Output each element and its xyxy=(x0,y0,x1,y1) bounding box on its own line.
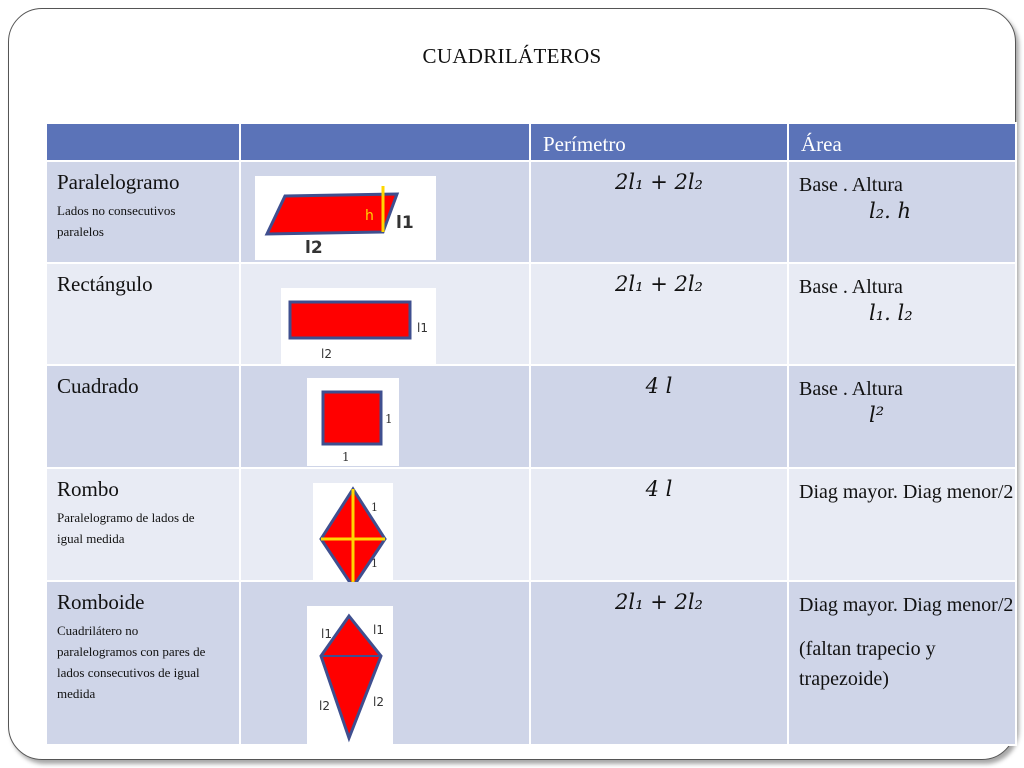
rectangle-figure xyxy=(281,288,436,364)
perimeter-formula: 4 l xyxy=(645,374,673,398)
perimeter-formula: 2l₁ + 2l₂ xyxy=(615,272,703,296)
side-label: 1 xyxy=(371,557,378,570)
table-row xyxy=(46,468,1016,581)
side-label: 1 xyxy=(385,412,393,426)
kite-figure xyxy=(307,606,393,750)
header-perimeter: Perímetro xyxy=(530,123,788,161)
shape-name: Cuadrado xyxy=(57,374,139,398)
table-row xyxy=(46,263,1016,365)
page-title: CUADRILÁTEROS xyxy=(422,44,602,68)
shape-description: Cuadrilátero no paralelogramos con pares de lados consecutivos de igual medida xyxy=(57,623,206,701)
area-formula: l₂. h xyxy=(869,199,912,223)
name-cell xyxy=(46,468,240,581)
header-figure xyxy=(240,123,530,161)
figure-cell xyxy=(240,161,530,263)
quadrilaterals-table xyxy=(45,122,1017,746)
figure-cell xyxy=(240,263,530,365)
height-label: h xyxy=(365,208,374,224)
name-cell xyxy=(46,581,240,745)
area-cell xyxy=(788,365,1016,468)
square-figure xyxy=(307,378,399,466)
figure-cell xyxy=(240,581,530,745)
area-note: (faltan trapecio y trapezoide) xyxy=(799,638,936,690)
figure-cell xyxy=(240,468,530,581)
perimeter-formula: 2l₁ + 2l₂ xyxy=(615,170,703,194)
table-row xyxy=(46,365,1016,468)
perimeter-cell xyxy=(530,581,788,745)
side-label: l1 xyxy=(396,213,414,233)
perimeter-cell xyxy=(530,365,788,468)
name-cell xyxy=(46,365,240,468)
perimeter-cell xyxy=(530,468,788,581)
area-cell xyxy=(788,468,1016,581)
perimeter-cell xyxy=(530,161,788,263)
figure-cell xyxy=(240,365,530,468)
table-row xyxy=(46,161,1016,263)
area-cell xyxy=(788,263,1016,365)
header-area: Área xyxy=(788,123,1016,161)
name-cell xyxy=(46,161,240,263)
side-label: 1 xyxy=(371,501,378,514)
base-label: 1 xyxy=(342,450,350,464)
area-formula: l² xyxy=(869,403,885,427)
perimeter-formula: 2l₁ + 2l₂ xyxy=(615,590,703,614)
header-name xyxy=(46,123,240,161)
shape-name: Paralelogramo xyxy=(57,170,180,194)
side-label: l1 xyxy=(373,623,384,637)
area-formula: l₁. l₂ xyxy=(869,301,913,325)
area-text: Base . Altura xyxy=(799,378,903,400)
area-text: Base . Altura xyxy=(799,174,903,196)
area-text: Diag mayor. Diag menor/2 xyxy=(799,481,1014,503)
table-header-row xyxy=(46,123,1016,161)
shape-name: Rectángulo xyxy=(57,272,153,296)
side-label: l1 xyxy=(417,321,428,335)
side-label: l2 xyxy=(319,699,330,713)
perimeter-formula: 4 l xyxy=(645,477,673,501)
area-text: Base . Altura xyxy=(799,276,903,298)
area-text: Diag mayor. Diag menor/2 xyxy=(799,594,1014,616)
base-label: l2 xyxy=(321,347,332,361)
parallelogram-figure xyxy=(255,176,436,260)
area-cell xyxy=(788,161,1016,263)
name-cell xyxy=(46,263,240,365)
perimeter-cell xyxy=(530,263,788,365)
shape-name: Romboide xyxy=(57,590,145,614)
rhombus-figure xyxy=(313,483,393,595)
side-label: l1 xyxy=(321,627,332,641)
shape-description: Paralelogramo de lados de igual medida xyxy=(57,510,195,546)
side-label: l2 xyxy=(373,695,384,709)
shape-name: Rombo xyxy=(57,477,119,501)
base-label: l2 xyxy=(305,238,323,258)
area-cell xyxy=(788,581,1016,745)
table-row xyxy=(46,581,1016,745)
shape-description: Lados no consecutivos paralelos xyxy=(57,203,176,239)
